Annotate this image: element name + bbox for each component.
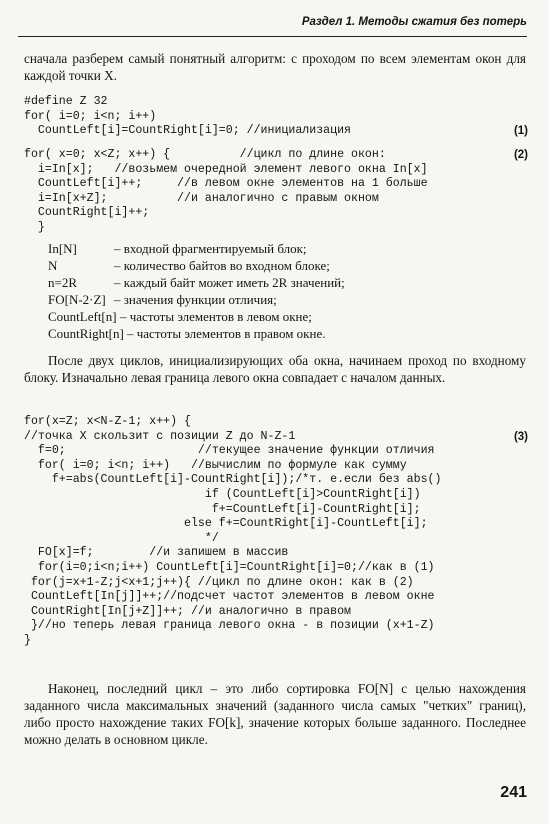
final-paragraph: Наконец, последний цикл – это либо сортировка FO[N] с целью нахождения заданного числа максимальных значений (заданного числа самых "четких" границ), либо просто нахождение таких FO[k], значение которых больше заданного. Последнее можно делать в основном цикле.: [24, 681, 526, 747]
legend-term: In[N]: [48, 241, 77, 256]
header-title: Раздел 1. Методы сжатия без потерь: [301, 16, 527, 28]
legend-term: n=2R: [48, 275, 78, 290]
running-header: [18, 12, 527, 37]
code-text: CountRight[i]++;: [24, 206, 150, 220]
legend-item: [48, 291, 518, 308]
code-line: [24, 177, 528, 192]
code-line: [24, 590, 528, 605]
code-text: }//но теперь левая граница левого окна - в позиции (x+1-Z): [24, 619, 435, 633]
code-line: [24, 473, 528, 488]
formula-number: (2): [513, 149, 528, 161]
code-line: [24, 415, 528, 430]
code-line: [24, 605, 528, 620]
code-text: if (CountLeft[i]>CountRight[i]): [24, 487, 421, 501]
code-line: [24, 619, 528, 634]
legend-term: CountLeft[n]: [48, 309, 117, 324]
formula-number: (3): [513, 430, 528, 443]
code-text: else f+=CountRight[i]-CountLeft[i];: [24, 517, 428, 531]
code-line: [24, 206, 528, 221]
code-line: [24, 148, 528, 163]
code-line: [24, 503, 528, 518]
legend-item: [48, 274, 518, 291]
code-line: [24, 634, 528, 649]
code-line: [24, 124, 528, 139]
code-text: for( i=0; i<n; i++) //вычислим по формуле как сумму: [24, 458, 407, 472]
code-line: [24, 546, 528, 561]
legend-term: FO[N-2·Z]: [48, 292, 106, 307]
code-line: [24, 95, 528, 110]
code-text: FO[x]=f; //и запишем в массив: [24, 546, 289, 560]
code-text: }: [24, 220, 45, 234]
page-number: 241: [500, 784, 527, 801]
code-text: CountLeft[i]++; //в левом окне элементов на 1 больше: [24, 177, 428, 191]
legend-term: N: [48, 258, 58, 273]
code-text: */: [24, 531, 219, 545]
code-text: for( x=0; x<Z; x++) { //цикл по длине окон:: [24, 148, 386, 161]
variable-legend: [48, 240, 518, 342]
code-text: CountLeft[In[j]]++;//подсчет частот элементов в левом окне: [24, 590, 435, 604]
legend-description: – значения функции отличия;: [114, 292, 277, 307]
code-block-window-loop: [24, 148, 528, 236]
legend-description: – входной фрагментируемый блок;: [114, 241, 307, 256]
code-text: for(i=0;i<n;i++) CountLeft[i]=CountRight[i]=0;//как в (1): [24, 560, 435, 574]
code-text: for( i=0; i<n; i++): [24, 109, 157, 123]
code-line: [24, 192, 528, 207]
intro-paragraph: сначала разберем самый понятный алгоритм: с проходом по всем элементам окон для каждой точки X.: [24, 51, 526, 83]
code-line: [24, 532, 528, 547]
legend-item: [48, 325, 518, 342]
code-block-init: [24, 95, 528, 139]
code-line: [24, 561, 528, 576]
legend-item: [48, 257, 518, 274]
code-text: for(x=Z; x<N-Z-1; x++) {: [24, 415, 191, 428]
legend-item: [48, 240, 518, 257]
code-text: i=In[x+Z]; //и аналогично с правым окном: [24, 191, 379, 205]
code-text: CountLeft[i]=CountRight[i]=0; //инициализация: [24, 124, 351, 138]
code-text: }: [24, 633, 31, 647]
formula-number: (1): [513, 125, 528, 138]
code-line: [24, 430, 528, 445]
code-line: [24, 163, 528, 178]
code-line: [24, 110, 528, 125]
code-line: [24, 488, 528, 503]
code-line: [24, 221, 528, 236]
code-text: #define Z 32: [24, 95, 108, 108]
code-text: for(j=x+1-Z;j<x+1;j++){ //цикл по длине окон: как в (2): [24, 575, 414, 589]
legend-description: – каждый байт может иметь 2R значений;: [114, 275, 345, 290]
legend-term: CountRight[n]: [48, 326, 124, 341]
legend-description: – частоты элементов в левом окне;: [120, 309, 312, 324]
code-text: f+=CountLeft[i]-CountRight[i];: [24, 502, 421, 516]
code-line: [24, 444, 528, 459]
code-line: [24, 576, 528, 591]
code-text: i=In[x]; //возьмем очередной элемент левого окна In[x]: [24, 162, 428, 176]
code-block-main-loop: [24, 415, 528, 649]
legend-description: – частоты элементов в правом окне.: [127, 326, 326, 341]
code-text: //точка X скользит с позиции Z до N-Z-1: [24, 429, 296, 443]
code-line: [24, 517, 528, 532]
main-loop-paragraph: После двух циклов, инициализирующих оба окна, начинаем проход по входному блоку. Изначально левая граница левого окна совпадает с началом данных.: [24, 353, 526, 385]
code-text: CountRight[In[j+Z]]++; //и аналогично в правом: [24, 604, 351, 618]
code-text: f=0; //текущее значение функции отличия: [24, 444, 435, 458]
code-text: f+=abs(CountLeft[i]-CountRight[i]);/*т. е.если без abs(): [24, 473, 442, 487]
code-line: [24, 459, 528, 474]
legend-description: – количество байтов во входном блоке;: [114, 258, 330, 273]
legend-item: [48, 308, 518, 325]
